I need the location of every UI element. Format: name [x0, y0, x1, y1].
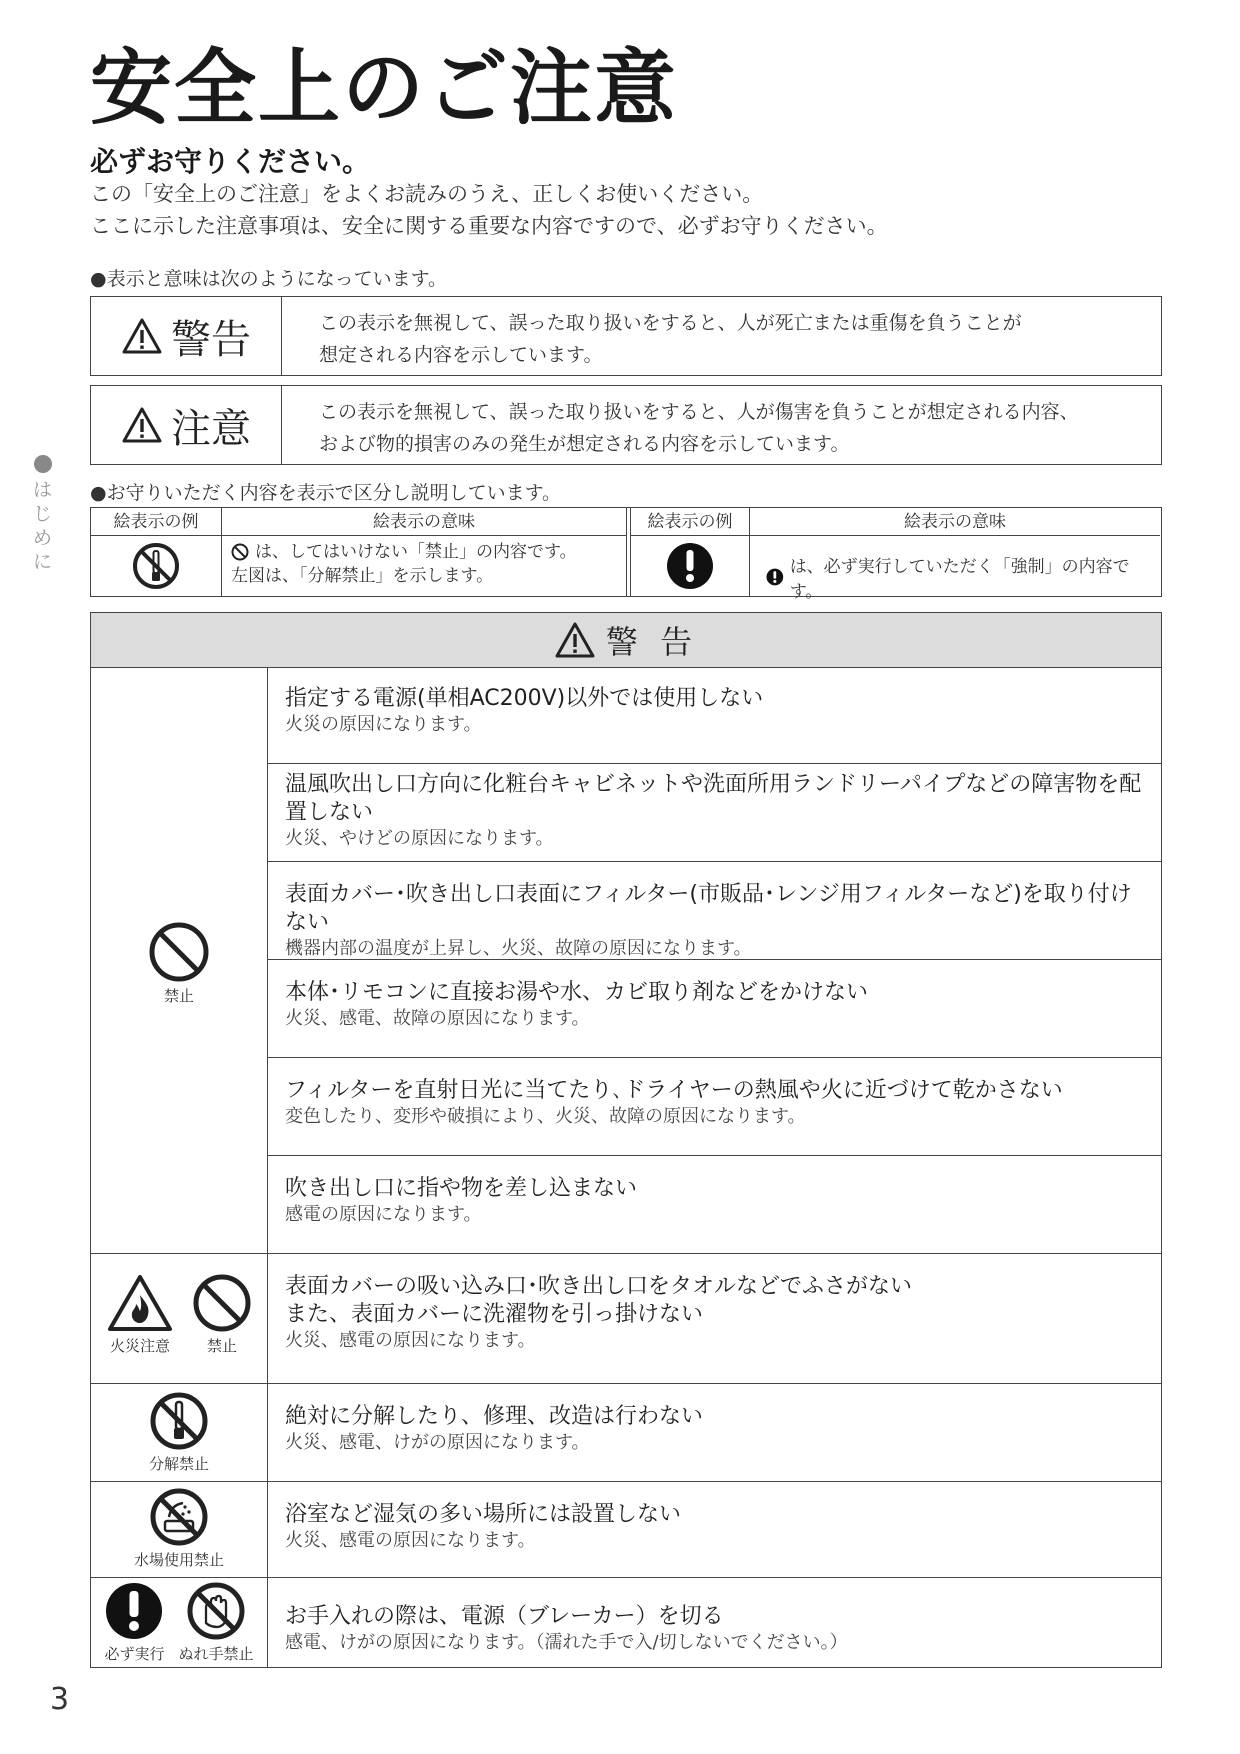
warning-title: 表面カバー･吹き出し口表面にフィルター(市販品･レンジ用フィルターなど)を取り付けない — [285, 882, 1132, 935]
warning-reason: 火災、感電の原因になります。 — [285, 1330, 536, 1351]
mandatory-caption: 必ず実行 — [104, 1645, 165, 1663]
prohibit-caption: 禁止 — [206, 1337, 237, 1355]
warning-title: 表面カバーの吸い込み口･吹き出し口をタオルなどでふさがない — [285, 1274, 913, 1299]
page-title: 安全上のご注意 — [90, 41, 679, 136]
desc-line: および物的損害のみの発生が想定される内容を示しています。 — [319, 433, 850, 455]
mandatory-icon — [665, 541, 715, 591]
warning-item — [285, 771, 1149, 851]
header-meaning: 絵表示の意味 — [222, 508, 626, 536]
warning-triangle-icon — [121, 317, 163, 355]
warning-table-header — [91, 613, 1161, 668]
side-tab-label: はじめに — [33, 479, 53, 573]
warning-item — [285, 1077, 1149, 1129]
warning-title: 指定する電源(単相AC200V)以外では使用しない — [285, 686, 764, 711]
warning-reason: 火災、やけどの原因になります。 — [285, 828, 554, 849]
page-subtitle: 必ずお守りください。 — [90, 145, 371, 178]
prohibit-icon — [148, 921, 210, 983]
prohibit-caption: 禁止 — [163, 987, 194, 1005]
header-example: 絵表示の例 — [631, 508, 749, 536]
side-tab-dot — [34, 455, 52, 473]
classification-note: ●お守りいただく内容を表示で区分し説明しています。 — [90, 482, 562, 504]
warning-table — [90, 612, 1162, 1668]
disassembly-prohibited-icon — [149, 1391, 209, 1451]
fire-prohibit-icon-group — [91, 1273, 267, 1356]
warning-header-label: 警 告 — [605, 623, 699, 661]
warning-title: 吹き出し口に指や物を差し込まない — [285, 1176, 638, 1201]
water-caption: 水場使用禁止 — [133, 1551, 224, 1569]
mandatory-meaning: は、必ず実行していただく「強制」の内容です。 — [789, 557, 1130, 602]
prohibit-icon — [192, 1273, 252, 1333]
warning-title: お手入れの際は、電源（ブレーカー）を切る — [285, 1604, 724, 1629]
disassembly-caption: 分解禁止 — [148, 1455, 209, 1473]
warning-title: また、表面カバーに洗濯物を引っ掛けない — [285, 1302, 704, 1327]
warning-item — [285, 685, 1149, 737]
prohibit-example-note: 左図は、「分解禁止」を示します。 — [231, 566, 494, 586]
warning-item — [285, 1273, 1149, 1353]
caution-label — [91, 386, 282, 464]
disassembly-prohibited-icon — [132, 542, 180, 590]
intro-line: この「安全上のご注意」をよくお読みのうえ、正しくお使いください。 — [90, 182, 764, 206]
warning-reason: 感電の原因になります。 — [285, 1204, 482, 1225]
warning-label — [91, 297, 282, 375]
header-example: 絵表示の例 — [91, 508, 221, 536]
warning-reason: 火災の原因になります。 — [285, 714, 482, 735]
water-icon-group — [91, 1487, 267, 1570]
caution-triangle-icon — [121, 406, 163, 444]
warning-title: 温風吹出し口方向に化粧台キャビネットや洗面所用ランドリーパイプなどの障害物を配置しない — [285, 772, 1142, 825]
wet-hands-caption: ぬれ手禁止 — [178, 1645, 254, 1663]
symbol-table — [90, 507, 1162, 602]
caution-description — [319, 396, 1141, 460]
warning-description — [319, 307, 1141, 371]
warning-reason: 機器内部の温度が上昇し、火災、故障の原因になります。 — [285, 938, 752, 959]
warning-title: 絶対に分解したり、修理、改造は行わない — [285, 1404, 704, 1429]
warning-item — [285, 1603, 1149, 1655]
desc-line: この表示を無視して、誤った取り扱いをすると、人が死亡または重傷を負うことが — [319, 312, 1022, 334]
desc-line: この表示を無視して、誤った取り扱いをすると、人が傷害を負うことが想定される内容、 — [319, 401, 1079, 423]
prohibit-icon-group — [91, 921, 267, 1006]
caution-word: 注意 — [171, 405, 251, 452]
warning-reason: 感電、けがの原因になります。（濡れた手で入/切しないでください。） — [285, 1632, 848, 1653]
header-meaning: 絵表示の意味 — [750, 508, 1160, 536]
desc-line: 想定される内容を示しています。 — [319, 344, 603, 366]
intro-line: ここに示した注意事項は、安全に関する重要な内容ですので、必ずお守りください。 — [90, 214, 888, 238]
warning-item — [285, 881, 1149, 961]
warning-item — [285, 979, 1149, 1031]
warning-item — [285, 1501, 1149, 1553]
fire-caption: 火災注意 — [109, 1337, 170, 1355]
warning-definition-box — [90, 296, 1162, 376]
warning-reason: 火災、感電の原因になります。 — [285, 1530, 536, 1551]
caution-definition-box — [90, 385, 1162, 465]
warning-item — [285, 1403, 1149, 1455]
warning-title: 本体･リモコンに直接お湯や水、カビ取り剤などをかけない — [285, 980, 869, 1005]
warning-reason: 火災、感電、故障の原因になります。 — [285, 1008, 590, 1029]
warning-reason: 火災、感電、けがの原因になります。 — [285, 1432, 590, 1453]
page-number: 3 — [50, 1682, 70, 1717]
warning-word: 警告 — [171, 316, 251, 363]
warning-triangle-icon — [554, 621, 596, 659]
warning-reason: 変色したり、変形や破損により、火災、故障の原因になります。 — [285, 1106, 806, 1127]
mandatory-small-icon — [766, 568, 784, 586]
mandatory-wethands-icon-group — [91, 1581, 267, 1664]
no-wet-hands-icon — [186, 1581, 246, 1641]
fire-caution-icon — [106, 1273, 174, 1333]
warning-title: 浴室など湿気の多い場所には設置しない — [285, 1502, 682, 1527]
prohibit-meaning: は、してはいけない「禁止」の内容です。 — [255, 542, 577, 562]
prohibit-small-icon — [231, 543, 249, 561]
meaning-note: ●表示と意味は次のようになっています。 — [90, 268, 448, 290]
mandatory-icon — [104, 1581, 164, 1641]
disassembly-icon-group — [91, 1391, 267, 1474]
no-water-location-icon — [149, 1487, 209, 1547]
warning-title: フィルターを直射日光に当てたり､ドライヤーの熱風や火に近づけて乾かさない — [285, 1078, 1063, 1103]
warning-item — [285, 1175, 1149, 1227]
